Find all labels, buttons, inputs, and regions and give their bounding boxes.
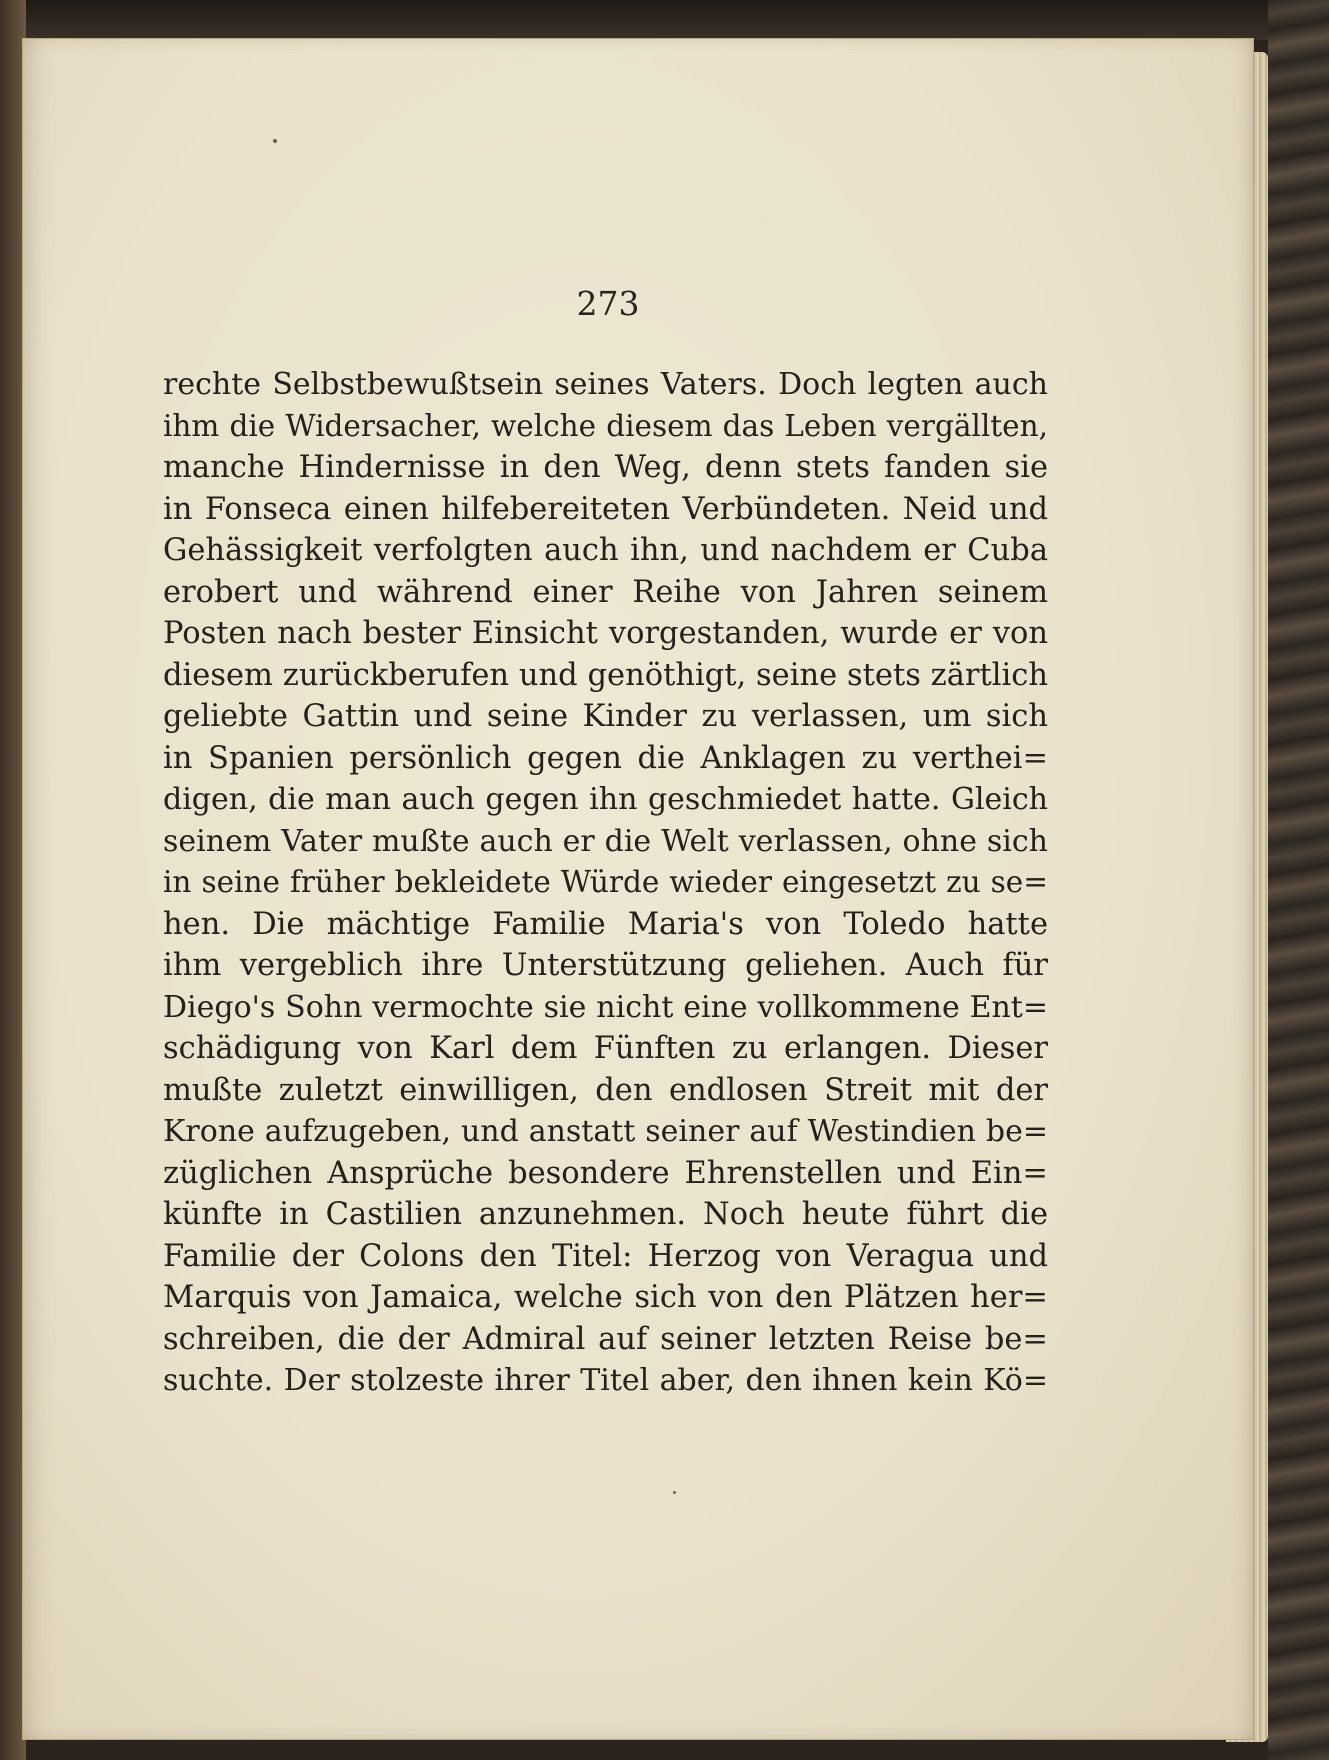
text-line: ihm die Widersacher, welche diesem das Leben vergällten, [163, 408, 1048, 443]
text-line: Diego's Sohn vermochte sie nicht eine vollkommene Ent= [163, 989, 1048, 1025]
text-line: seinem Vater mußte auch er die Welt verlassen, ohne sich [163, 823, 1048, 859]
text-line: schreiben, die der Admiral auf seiner letzten Reise be= [163, 1321, 1048, 1357]
text-line: in Spanien persönlich gegen die Anklagen zu verthei= [163, 740, 1048, 776]
paper-speck [273, 139, 277, 143]
body-text [163, 364, 1048, 1402]
text-line: erobert und während einer Reihe von Jahren seinem [163, 574, 1048, 610]
page-number: 273 [576, 284, 640, 323]
text-line: züglichen Ansprüche besondere Ehrenstellen und Ein= [163, 1155, 1048, 1191]
text-line: Posten nach bester Einsicht vorgestanden, wurde er von [163, 616, 1048, 651]
text-line: Krone aufzugeben, und anstatt seiner auf Westindien be= [163, 1114, 1048, 1149]
text-line: in seine früher bekleidete Würde wieder eingesetzt zu se= [163, 865, 1048, 899]
text-line: ihm vergeblich ihre Unterstützung geliehen. Auch für [163, 948, 1048, 983]
text-line: schädigung von Karl dem Fünften zu erlangen. Dieser [163, 1031, 1048, 1066]
text-line: geliebte Gattin und seine Kinder zu verlassen, um sich [163, 699, 1048, 734]
text-line: hen. Die mächtige Familie Maria's von Toledo hatte [163, 906, 1048, 942]
text-line: digen, die man auch gegen ihn geschmiedet hatte. Gleich [163, 782, 1048, 817]
book-page [22, 38, 1254, 1740]
text-line: Gehässigkeit verfolgten auch ihn, und nachdem er Cuba [163, 533, 1048, 568]
text-line: Familie der Colons den Titel: Herzog von Veragua und [163, 1238, 1048, 1274]
book-binding-top [0, 0, 1329, 40]
text-line: suchte. Der stolzeste ihrer Titel aber, den ihnen kein Kö= [163, 1363, 1048, 1398]
book-cover-board [1268, 0, 1329, 1760]
text-line: künfte in Castilien anzunehmen. Noch heute führt die [163, 1197, 1048, 1232]
text-line: Marquis von Jamaica, welche sich von den Plätzen her= [163, 1280, 1048, 1315]
paper-speck [673, 1491, 676, 1494]
text-line: mußte zuletzt einwilligen, den endlosen Streit mit der [163, 1072, 1048, 1108]
text-line: manche Hindernisse in den Weg, denn stets fanden sie [163, 450, 1048, 485]
text-line: in Fonseca einen hilfebereiteten Verbündeten. Neid und [163, 491, 1048, 527]
text-line: rechte Selbstbewußtsein seines Vaters. Doch legten auch [163, 367, 1048, 402]
text-line: diesem zurückberufen und genöthigt, seine stets zärtlich [163, 657, 1048, 693]
